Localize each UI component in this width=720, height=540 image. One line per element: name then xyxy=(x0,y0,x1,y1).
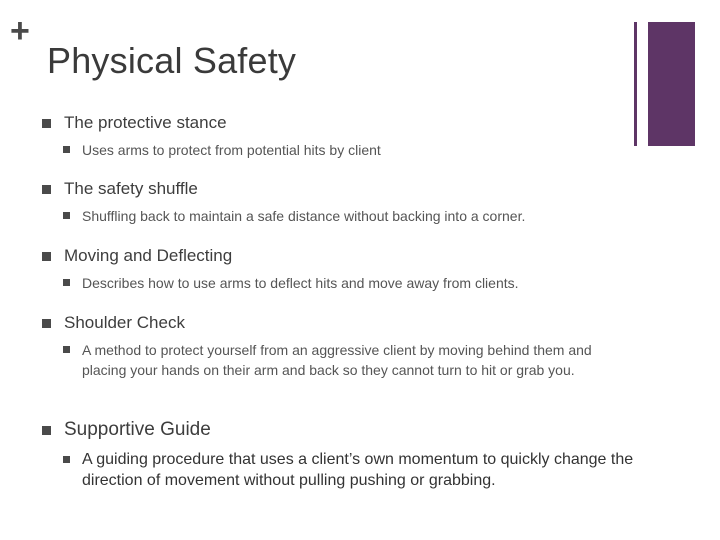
sub-bullet-square-icon xyxy=(63,346,70,353)
accent-bar-thick xyxy=(648,22,695,146)
bullet-label: The protective stance xyxy=(64,113,227,132)
accent-bar-thin xyxy=(634,22,637,146)
sub-bullet-text: Describes how to use arms to deflect hits and move away from clients. xyxy=(82,275,519,291)
bullet-label: Supportive Guide xyxy=(64,419,211,440)
sub-bullet-text: A guiding procedure that uses a client’s own momentum to quickly change the direction of movement without pulling pushing or grabbing. xyxy=(82,451,634,489)
bullet-square-icon xyxy=(42,319,51,328)
sub-bullet-text: Uses arms to protect from potential hits by client xyxy=(82,142,381,158)
sub-bullet-square-icon xyxy=(63,146,70,153)
slide-title: Physical Safety xyxy=(47,40,297,81)
plus-icon: + xyxy=(10,12,30,50)
bullet-label: Shoulder Check xyxy=(64,313,185,332)
bullet-square-icon xyxy=(42,252,51,261)
sub-bullet-text: A method to protect yourself from an aggressive client by moving behind them and placing your hands on their arm and back so they cannot turn to hit or grab you. xyxy=(82,342,592,378)
sub-bullet-square-icon xyxy=(63,456,70,463)
sub-bullet-square-icon xyxy=(63,212,70,219)
bullet-square-icon xyxy=(42,119,51,128)
bullet-label: Moving and Deflecting xyxy=(64,246,233,265)
sub-bullet-text: Shuffling back to maintain a safe distance without backing into a corner. xyxy=(82,208,526,224)
bullet-square-icon xyxy=(42,185,51,194)
sub-bullet-square-icon xyxy=(63,279,70,286)
bullet-label: The safety shuffle xyxy=(64,179,198,198)
bullet-square-icon xyxy=(42,426,51,435)
